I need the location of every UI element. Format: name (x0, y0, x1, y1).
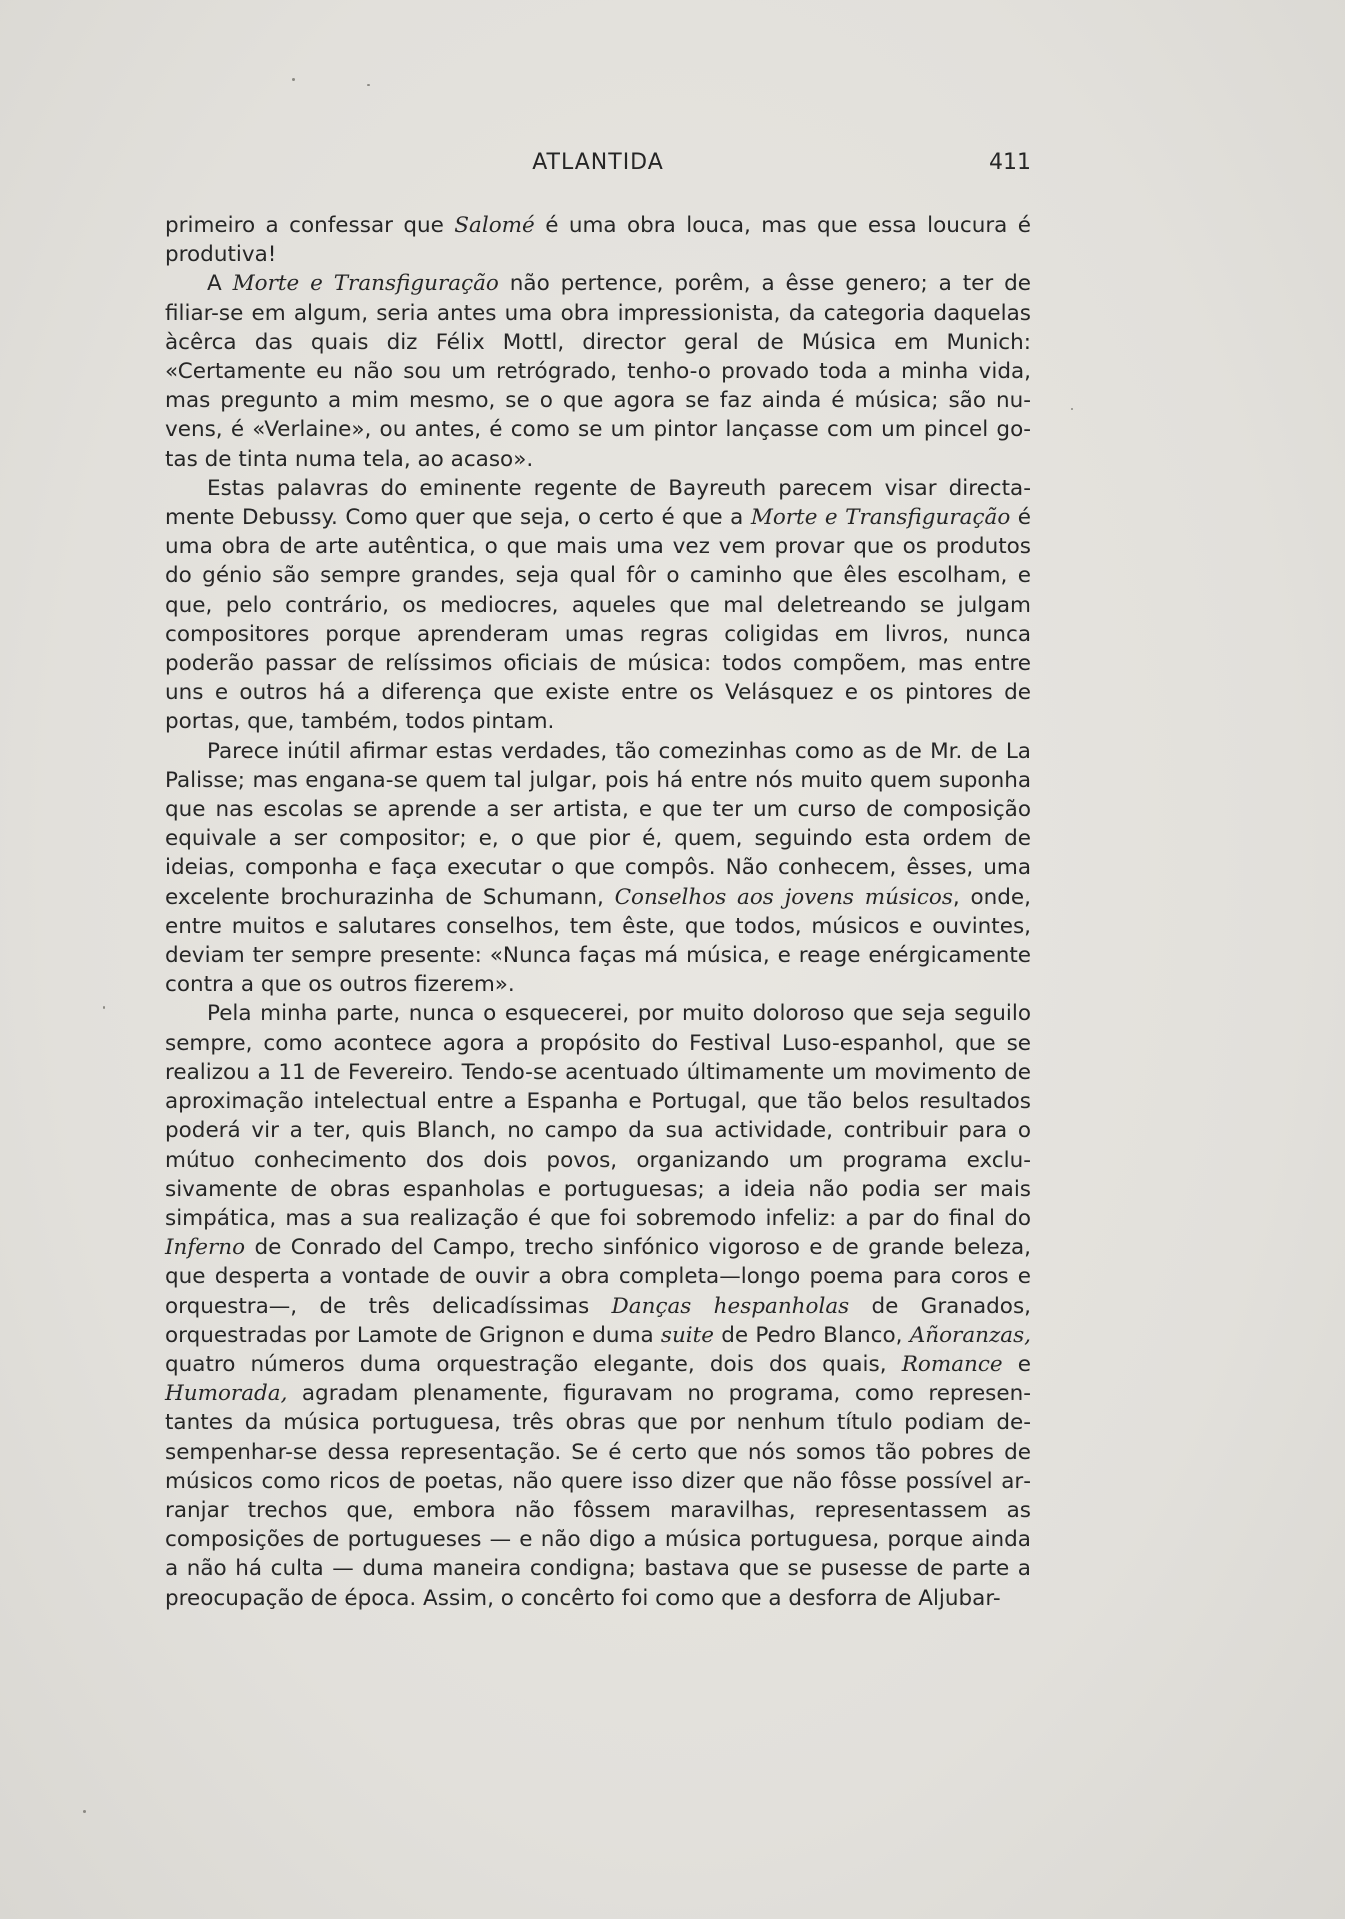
italic-title-text: Humorada, (165, 1381, 288, 1407)
paragraph (165, 999, 1031, 1612)
running-header (165, 146, 1031, 180)
running-title: ATLANTIDA (532, 150, 664, 175)
italic-title-text: Inferno (165, 1235, 246, 1261)
text-run: de Conrado del Campo, trecho sinfónico vigoroso e de grande beleza, que desperta a vontade de ouvir a obra completa—longo poema para coros e orquestra—, de três delicadíssimas (165, 1235, 1031, 1319)
paragraph (165, 269, 1031, 473)
italic-title-text: Romance (901, 1351, 1003, 1377)
text-run: Estas palavras do eminente regente de Bayreuth parecem visar directamente Debussy. Como quer que seja, o certo é que a (165, 475, 1031, 531)
text-run: A (207, 271, 233, 297)
italic-title-text: Danças hespanholas (611, 1293, 850, 1319)
text-run: de Pedro Blanco, (714, 1322, 910, 1348)
body-text (165, 211, 1031, 1613)
text-run: Parece inútil afirmar estas verdades, tão comezinhas como as de Mr. de La Palisse; mas engana-se quem tal julgar, pois há entre nós muito quem suponha que nas escolas se aprende a ser artista, e que ter um curso de composição equivale a ser compositor; e, o que pior é, quem, seguindo esta ordem de ideias, componha e faça executar o que compôs. Não conhecem, êsses, uma excelente brochurazinha de Schumann, (165, 738, 1031, 910)
text-run: , onde, entre muitos e salutares conselhos, tem êste, que todos, músicos e ouvintes, deviam ter sempre presente: «Nunca faças má música, e reage enérgicamente contra a que os outros fizerem». (165, 884, 1031, 998)
italic-title-text: Morte e Transfiguração (232, 271, 499, 297)
italic-title-text: Conselhos aos jovens músicos (614, 884, 953, 910)
paper-speck (83, 1810, 86, 1813)
text-run: primeiro a confessar que (165, 213, 455, 238)
italic-title-text: Morte e Transfiguração (750, 505, 1011, 531)
italic-title-text: suite (660, 1322, 715, 1348)
text-run: não pertence, porêm, a êsse genero; a ter de filiar-se em algum, seria antes uma obra impressionista, da categoria daquelas àcêrca das quais diz Félix Mottl, director geral de Música em Munich: «Certamente eu não sou um retrógrado, tenho-o provado toda a minha vida, mas pregunto a mim mesmo, se o que agora se faz ainda é música; são nuvens, é «Verlaine», ou antes, é como se um pintor lançasse com um pincel gotas de tinta numa tela, ao acaso». (165, 271, 1031, 472)
text-run: e (1002, 1351, 1031, 1377)
text-run: é uma obra louca, mas que essa loucura é produtiva! (165, 213, 1031, 268)
text-run: quatro números duma orquestração elegante, dois dos quais, (165, 1351, 902, 1377)
text-run: agradam plenamente, figuravam no programa, como representantes da música portuguesa, três obras que por nenhum título podiam desempenhar-se dessa representação. Se é certo que nós somos tão pobres de músicos como ricos de poetas, não quere isso dizer que não fôsse possível arranjar trechos que, embora não fôssem maravilhas, representassem as composições de portugueses — e não digo a música portuguesa, porque ainda a não há culta — duma maneira condigna; bastava que se pusesse de parte a preocupação de época. Assim, o concêrto foi como que a desforra de Aljubar- (165, 1381, 1031, 1611)
paper-speck (103, 1006, 105, 1009)
paper-speck (367, 84, 370, 86)
paragraph (165, 737, 1031, 1000)
text-run: Pela minha parte, nunca o esquecerei, por muito doloroso que seja seguilo sempre, como acontece agora a propósito do Festival Luso-espanhol, que se realizou a 11 de Fevereiro. Tendo-se acentuado últimamente um movimento de aproximação intelectual entre a Espanha e Portugal, que tão belos resultados poderá vir a ter, quis Blanch, no campo da sua actividade, contribuir para o mútuo conhecimento dos dois povos, organizando um programa exclusivamente de obras espanholas e portuguesas; a ideia não podia ser mais simpática, mas a sua realização é que foi sobremodo infeliz: a par do final do (165, 1001, 1031, 1231)
paragraph (165, 211, 1031, 269)
italic-title-text: Salomé (454, 213, 535, 238)
text-run: de Granados, orquestradas por Lamote de Grignon e duma (165, 1293, 1031, 1348)
text-run: é uma obra de arte autêntica, o que mais uma vez vem provar que os produtos do génio são sempre grandes, seja qual fôr o caminho que êles escolham, e que, pelo contrário, os mediocres, aqueles que mal deletreando se julgam compositores porque aprenderam umas regras coligidas em livros, nunca poderão passar de relíssimos oficiais de música: todos compõem, mas entre uns e outros há a diferença que existe entre os Velásquez e os pintores de portas, que, também, todos pintam. (165, 505, 1031, 735)
paper-speck (292, 78, 295, 81)
paragraph (165, 474, 1031, 737)
italic-title-text: Añoranzas, (909, 1322, 1031, 1348)
paper-speck (1071, 408, 1073, 410)
page-number: 411 (989, 150, 1031, 175)
